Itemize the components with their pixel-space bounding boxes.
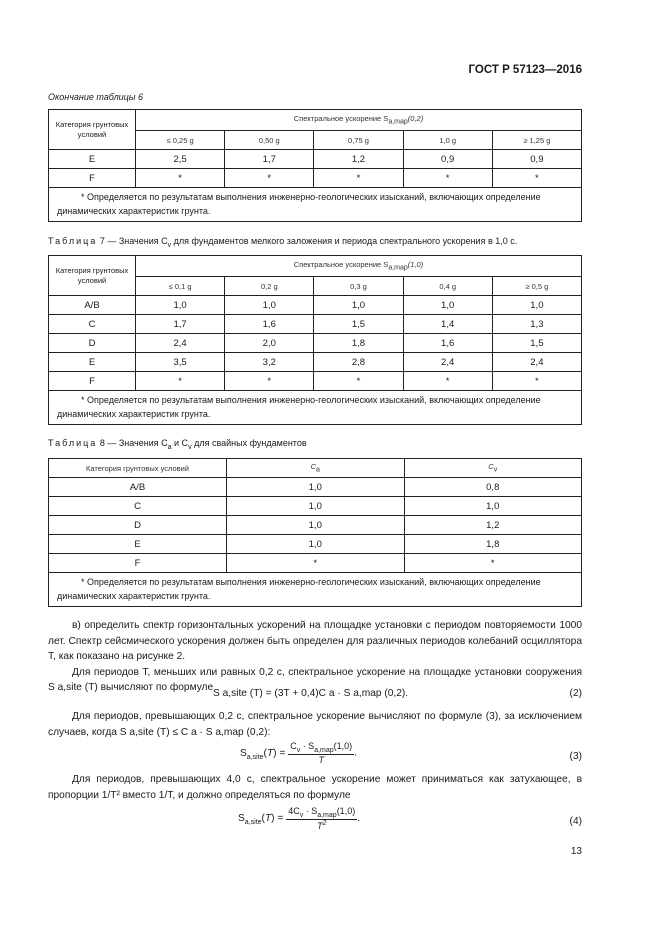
- table7-col-header: 0,2 g: [225, 277, 314, 296]
- table7-category-header: Категория грунтовых условий: [49, 256, 136, 296]
- table-row: [49, 372, 582, 391]
- formula-3-number: (3): [569, 751, 582, 762]
- table-cell: 1,8: [314, 334, 403, 353]
- table6-col-header: 1,0 g: [403, 131, 492, 150]
- table8-caption: Таблица 8 — Значения $C_a$ и $C_v$ для свайных фундаментов: [48, 438, 307, 451]
- table-cell: *: [314, 372, 403, 391]
- table-cell: *: [492, 169, 581, 188]
- formula-2: S a,site (T) = (3T + 0,4)C a · S a,map (0,2).: [213, 688, 409, 699]
- table-row: [49, 497, 582, 516]
- table6-category-header: Категория грунтовых условий: [49, 110, 136, 150]
- table-cell: C: [49, 315, 136, 334]
- table-cell: *: [136, 372, 225, 391]
- table-cell: 1,0: [227, 478, 405, 497]
- table6-col-header: 0,50 g: [225, 131, 314, 150]
- document-number: ГОСТ Р 57123—2016: [468, 64, 582, 76]
- table-cell: A/B: [49, 478, 227, 497]
- table-cell: 0,8: [404, 478, 582, 497]
- table-cell: *: [403, 169, 492, 188]
- paragraph: Для периодов, превышающих 4,0 с, спектральное ускорение может приниматься как затухающее, в пропорции 1/T² вместо 1/T, и должно определяться по формуле: [48, 774, 582, 801]
- table-cell: 1,6: [225, 315, 314, 334]
- page-number: 13: [570, 846, 582, 857]
- body-text: [48, 772, 582, 803]
- table-cell: 0,9: [403, 150, 492, 169]
- table-cell: 1,0: [404, 497, 582, 516]
- table6-spectral-header: Спектральное ускорение $S_{a,map}(0,2)$: [136, 110, 582, 131]
- table-cell: 1,6: [403, 334, 492, 353]
- table6-col-header: ≥ 1,25 g: [492, 131, 581, 150]
- table7-spectral-header: Спектральное ускорение $S_{a,map}(1,0)$: [136, 256, 582, 277]
- table-cell: 2,4: [403, 353, 492, 372]
- table7-footnote: * Определяется по результатам выполнения инженерно-геологических изысканий, включающих определение динамических характеристик грунта.: [49, 391, 582, 425]
- table-cell: 1,0: [314, 296, 403, 315]
- table6-caption: Окончание таблицы 6: [48, 92, 143, 102]
- table-cell: 2,4: [136, 334, 225, 353]
- formula-4-number: (4): [569, 816, 582, 827]
- table-cell: 3,5: [136, 353, 225, 372]
- table-cell: 1,3: [492, 315, 581, 334]
- table-cell: 0,9: [492, 150, 581, 169]
- table-cell: 1,0: [227, 497, 405, 516]
- table-cell: F: [49, 169, 136, 188]
- table-row: [49, 535, 582, 554]
- table-cell: 3,2: [225, 353, 314, 372]
- table-cell: *: [136, 169, 225, 188]
- table-cell: A/B: [49, 296, 136, 315]
- table6-footnote: * Определяется по результатам выполнения инженерно-геологических изысканий, включающих определение динамических характеристик грунта.: [49, 188, 582, 222]
- table-row: [49, 554, 582, 573]
- formula-3: $S_{a,site}(T)$ = $\frac{C_v \cdot S_{a,map}(1,0)}{T}$ .: [240, 741, 358, 765]
- table7-caption: Таблица 7 — Значения $C_v$ для фундаментов мелкого заложения и периода спектрального ускорения в 1,0 с.: [48, 236, 518, 249]
- paragraph: Для периодов T, меньших или равных 0,2 с, спектральное ускорение на площадке установки сооружения S a,site (T) вычисляют по формуле: [48, 666, 582, 693]
- table-cell: 1,4: [403, 315, 492, 334]
- table-row: [49, 334, 582, 353]
- table8-category-header: Категория грунтовых условий: [49, 459, 227, 478]
- table-cell: D: [49, 516, 227, 535]
- table7-col-header: ≥ 0,5 g: [492, 277, 581, 296]
- table-cell: *: [404, 554, 582, 573]
- table-cell: 2,8: [314, 353, 403, 372]
- table-cell: 2,5: [136, 150, 225, 169]
- table-cell: *: [314, 169, 403, 188]
- table7: [48, 255, 582, 425]
- table-cell: 1,0: [227, 535, 405, 554]
- table-cell: *: [225, 372, 314, 391]
- table-row: [49, 169, 582, 188]
- table-cell: 1,0: [492, 296, 581, 315]
- body-text: [48, 618, 582, 696]
- table6-col-header: ≤ 0,25 g: [136, 131, 225, 150]
- formula-4: $S_{a,site}(T)$ = $\frac{4C_v \cdot S_{a,map}(1,0)}{T^2}$ .: [238, 806, 361, 831]
- table-cell: 1,5: [492, 334, 581, 353]
- table8-footnote: * Определяется по результатам выполнения инженерно-геологических изысканий, включающих определение динамических характеристик грунта.: [49, 573, 582, 607]
- table-cell: 1,2: [314, 150, 403, 169]
- table6: [48, 109, 582, 222]
- table-row: [49, 478, 582, 497]
- body-text: [48, 709, 582, 740]
- table-cell: *: [403, 372, 492, 391]
- table-cell: 1,0: [136, 296, 225, 315]
- table-cell: *: [225, 169, 314, 188]
- table-cell: *: [492, 372, 581, 391]
- paragraph: Для периодов, превышающих 0,2 с, спектральное ускорение вычисляют по формуле (3), за исключением случаев, когда S a,site (T) ≤ C a · S a,map (0,2):: [48, 711, 582, 738]
- table-cell: F: [49, 372, 136, 391]
- table8-cv-header: $C_v$: [404, 459, 582, 478]
- table7-col-header: ≤ 0,1 g: [136, 277, 225, 296]
- table-cell: 1,7: [225, 150, 314, 169]
- table-cell: E: [49, 150, 136, 169]
- table-cell: D: [49, 334, 136, 353]
- table-row: [49, 315, 582, 334]
- table-cell: E: [49, 535, 227, 554]
- table-cell: 1,2: [404, 516, 582, 535]
- table-row: [49, 516, 582, 535]
- table-row: [49, 150, 582, 169]
- table-cell: 1,0: [227, 516, 405, 535]
- table-cell: *: [227, 554, 405, 573]
- table-cell: 1,0: [403, 296, 492, 315]
- table-cell: 1,0: [225, 296, 314, 315]
- table7-col-header: 0,4 g: [403, 277, 492, 296]
- table8-ca-header: $C_a$: [227, 459, 405, 478]
- table-cell: E: [49, 353, 136, 372]
- table-cell: 1,7: [136, 315, 225, 334]
- table6-col-header: 0,75 g: [314, 131, 403, 150]
- table-row: [49, 296, 582, 315]
- table-row: [49, 353, 582, 372]
- table-cell: 2,4: [492, 353, 581, 372]
- table-cell: 1,5: [314, 315, 403, 334]
- table8: [48, 458, 582, 607]
- formula-2-number: (2): [569, 688, 582, 699]
- table-cell: 1,8: [404, 535, 582, 554]
- table-cell: C: [49, 497, 227, 516]
- table-cell: F: [49, 554, 227, 573]
- table7-col-header: 0,3 g: [314, 277, 403, 296]
- table-cell: 2,0: [225, 334, 314, 353]
- paragraph: в) определить спектр горизонтальных ускорений на площадке установки с периодом повторяемости 1000 лет. Спектр сейсмического ускорения должен быть определен для различных периодов колебаний осциллятора T, как показано на рисунке 2.: [48, 620, 582, 662]
